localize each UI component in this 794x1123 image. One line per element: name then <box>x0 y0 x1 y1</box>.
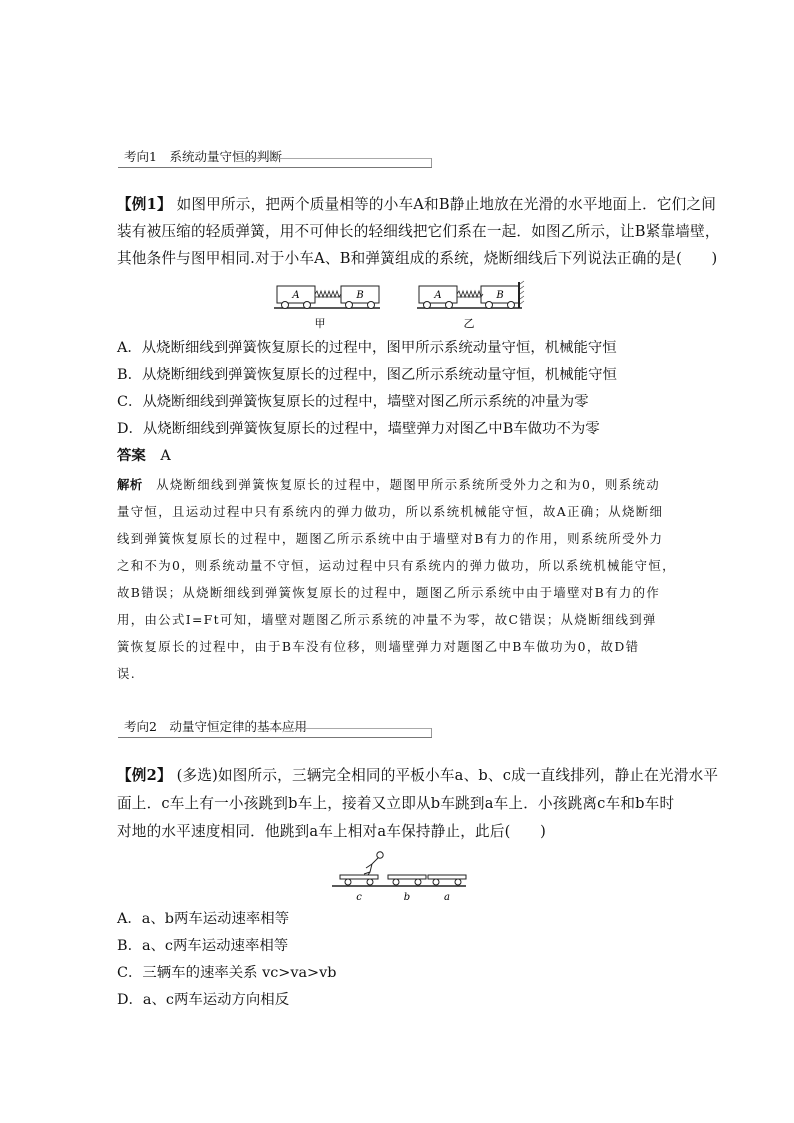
figure-yi <box>417 281 524 330</box>
figure-carts-jia-yi <box>270 280 530 334</box>
answer-row <box>117 446 171 466</box>
label-jia: 甲 <box>314 317 326 330</box>
label-a: a <box>444 892 450 903</box>
section-title-2: 考向2 动量守恒定律的基本应用 <box>124 719 307 734</box>
section-header-1 <box>118 147 432 169</box>
answer-value: A <box>160 448 171 464</box>
analysis-line-2: 量守恒，且运动过程中只有系统内的弹力做功，所以系统机械能守恒，故A正确；从烧断细 <box>117 504 664 519</box>
example1-line1 <box>117 195 717 215</box>
section-header-2 <box>118 717 432 739</box>
example2-option-c: C．三辆车的速率关系 vc>va>vb <box>117 965 337 981</box>
example1-tag: 【例1】 <box>117 196 172 213</box>
example2-tag: 【例2】 <box>117 767 172 784</box>
car-b-label: B <box>356 290 364 301</box>
example1-line3: 其他条件与图甲相同.对于小车A、B和弹簧组成的系统，烧断细线后下列说法正确的是( ) <box>117 250 718 267</box>
analysis-text: 从烧断细线到弹簧恢复原长的过程中，题图甲所示系统所受外力之和为0，则系统动 <box>156 477 660 492</box>
answer-label: 答案 <box>117 447 146 464</box>
example1-line2: 装有被压缩的轻质弹簧，用不可伸长的轻细线把它们系在一起．如图乙所示，让B紧靠墙壁， <box>117 223 720 240</box>
header-rule <box>236 158 432 159</box>
header-rule <box>118 737 432 738</box>
header-rule <box>118 167 432 168</box>
example1-option-b: B．从烧断细线到弹簧恢复原长的过程中，图乙所示系统动量守恒，机械能守恒 <box>117 367 617 383</box>
example2-line3: 对地的水平速度相同．他跳到a车上相对a车保持静止，此后( ) <box>117 823 547 840</box>
analysis-line-5: 故B错误；从烧断细线到弹簧恢复原长的过程中，题图乙所示系统中由于墙壁对B有力的作 <box>117 585 661 600</box>
header-tick <box>431 158 432 167</box>
car-b-label: B <box>496 290 504 301</box>
analysis-line-4: 之和不为0，则系统动量不守恒，运动过程中只有系统内的弹力做功，所以系统机械能守恒， <box>117 558 676 573</box>
label-yi: 乙 <box>463 317 475 330</box>
analysis-line-3: 线到弹簧恢复原长的过程中，题图乙所示系统中由于墙壁对B有力的作用，则系统所受外力 <box>117 531 664 546</box>
car-a-label: A <box>292 290 300 301</box>
header-tick <box>431 728 432 737</box>
example2-option-a: A．a、b两车运动速率相等 <box>117 911 290 927</box>
example1-option-a: A．从烧断细线到弹簧恢复原长的过程中，图甲所示系统动量守恒，机械能守恒 <box>117 340 617 356</box>
header-rule <box>268 728 432 729</box>
label-b: b <box>403 892 411 903</box>
analysis-line-8: 误. <box>117 666 137 681</box>
analysis-line-7: 簧恢复原长的过程中，由于B车没有位移，则墙壁弹力对题图乙中B车做功为0，故D错 <box>117 639 640 654</box>
example1-option-c: C．从烧断细线到弹簧恢复原长的过程中，墙壁对图乙所示系统的冲量为零 <box>117 394 589 410</box>
figure-three-carts <box>330 850 470 906</box>
example2-line2: 面上．c车上有一小孩跳到b车上，接着又立即从b车跳到a车上．小孩跳离c车和b车时 <box>117 795 675 812</box>
example1-option-d: D．从烧断细线到弹簧恢复原长的过程中，墙壁弹力对图乙中B车做功不为零 <box>117 421 600 437</box>
label-c: c <box>356 892 362 903</box>
analysis-line-1 <box>117 476 687 494</box>
car-a-label: A <box>434 290 442 301</box>
example2-text: (多选)如图所示，三辆完全相同的平板小车a、b、c成一直线排列，静止在光滑水平 <box>176 767 719 784</box>
analysis-label: 解析 <box>117 477 143 492</box>
example2-option-d: D．a、c两车运动方向相反 <box>117 992 290 1008</box>
example1-text: 如图甲所示，把两个质量相等的小车A和B静止地放在光滑的水平地面上．它们之间 <box>176 196 717 213</box>
example2-line1 <box>117 766 719 786</box>
example2-option-b: B．a、c两车运动速率相等 <box>117 938 289 954</box>
analysis-line-6: 用，由公式I=Ft可知，墙壁对题图乙所示系统的冲量不为零，故C错误；从烧断细线到弹 <box>117 612 657 627</box>
child-figure <box>364 852 383 875</box>
figure-jia <box>274 286 380 330</box>
section-title-1: 考向1 系统动量守恒的判断 <box>124 149 282 164</box>
